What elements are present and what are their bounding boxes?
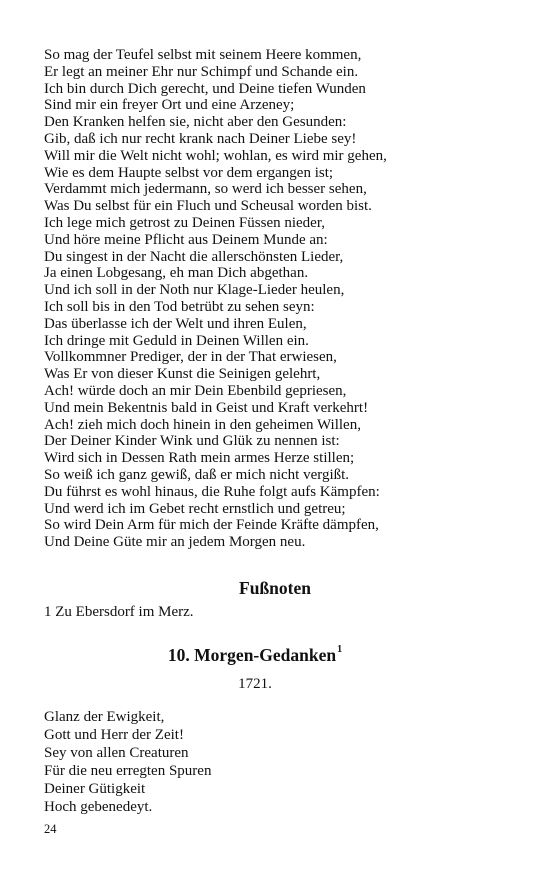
poem-stanza-next — [44, 708, 514, 816]
footnotes-heading: Fußnoten — [239, 578, 311, 598]
poem-line: Verdammt mich jedermann, so werd ich besser sehen, — [44, 181, 367, 198]
poem-line: Sey von allen Creaturen — [44, 745, 189, 761]
poem-line: Hoch gebenedeyt. — [44, 799, 153, 815]
poem-line: Du führst es wohl hinaus, die Ruhe folgt aufs Kämpfen: — [44, 483, 380, 500]
page-number: 24 — [44, 822, 57, 836]
poem-title-text: 10. Morgen-Gedanken — [167, 645, 337, 665]
poem-title — [0, 645, 510, 666]
poem-line: Und ich soll in der Noth nur Klage-Lieder heulen, — [44, 282, 345, 299]
poem-line: Ach! zieh mich doch hinein in den geheimen Willen, — [44, 416, 361, 433]
poem-line: Der Deiner Kinder Wink und Glük zu nennen ist: — [44, 433, 340, 450]
poem-line: So weiß ich ganz gewiß, daß er mich nicht vergißt. — [44, 466, 350, 483]
poem-line: Das überlasse ich der Welt und ihren Eulen, — [44, 315, 307, 332]
poem-line: Sind mir ein freyer Ort und eine Arzeney; — [44, 97, 295, 114]
poem-line: Und mein Bekentnis bald in Geist und Kraft verkehrt! — [44, 399, 369, 416]
poem-line: So wird Dein Arm für mich der Feinde Kräfte dämpfen, — [44, 517, 379, 534]
poem-year: 1721. — [238, 676, 272, 692]
poem-stanza — [44, 47, 514, 551]
poem-line: Den Kranken helfen sie, nicht aber den Gesunden: — [44, 114, 347, 131]
poem-line: Und Deine Güte mir an jedem Morgen neu. — [44, 534, 306, 551]
poem-line: Ach! würde doch an mir Dein Ebenbild gepriesen, — [44, 382, 347, 399]
footnote-item: 1 Zu Ebersdorf im Merz. — [44, 604, 194, 620]
poem-line: Wird sich in Dessen Rath mein armes Herze stillen; — [44, 450, 355, 467]
poem-line: Wie es dem Haupte selbst vor dem ergangen ist; — [44, 164, 334, 181]
poem-line: Will mir die Welt nicht wohl; wohlan, es wird mir gehen, — [44, 147, 387, 164]
poem-line: Und werd ich im Gebet recht ernstlich und getreu; — [44, 500, 346, 517]
poem-line: So mag der Teufel selbst mit seinem Heere kommen, — [44, 47, 362, 63]
poem-line: Ja einen Lobgesang, eh man Dich abgethan. — [44, 265, 309, 282]
poem-line: Glanz der Ewigkeit, — [44, 709, 165, 725]
poem-line: Du singest in der Nacht die allerschönsten Lieder, — [44, 248, 344, 265]
poem-line: Für die neu erregten Spuren — [44, 763, 212, 779]
poem-line: Gott und Herr der Zeit! — [44, 727, 184, 743]
poem-line: Was Er von dieser Kunst die Seinigen gelehrt, — [44, 366, 321, 383]
footnote-marker[interactable]: 1 — [337, 644, 343, 656]
poem-line: Was Du selbst für ein Fluch und Scheusal worden bist. — [44, 198, 372, 215]
poem-line: Ich lege mich getrost zu Deinen Füssen nieder, — [44, 214, 325, 231]
poem-line: Deiner Gütigkeit — [44, 781, 146, 797]
poem-line: Ich dringe mit Geduld in Deinen Willen ein. — [44, 332, 309, 349]
poem-line: Vollkommner Prediger, der in der That erwiesen, — [44, 349, 337, 366]
poem-line: Ich bin durch Dich gerecht, und Deine tiefen Wunden — [44, 80, 366, 97]
poem-line: Ich soll bis in den Tod betrübt zu sehen seyn: — [44, 298, 315, 315]
poem-line: Und höre meine Pflicht aus Deinem Munde an: — [44, 231, 328, 248]
poem-line: Er legt an meiner Ehr nur Schimpf und Schande ein. — [44, 63, 359, 80]
poem-line: Gib, daß ich nur recht krank nach Deiner Liebe sey! — [44, 130, 357, 147]
